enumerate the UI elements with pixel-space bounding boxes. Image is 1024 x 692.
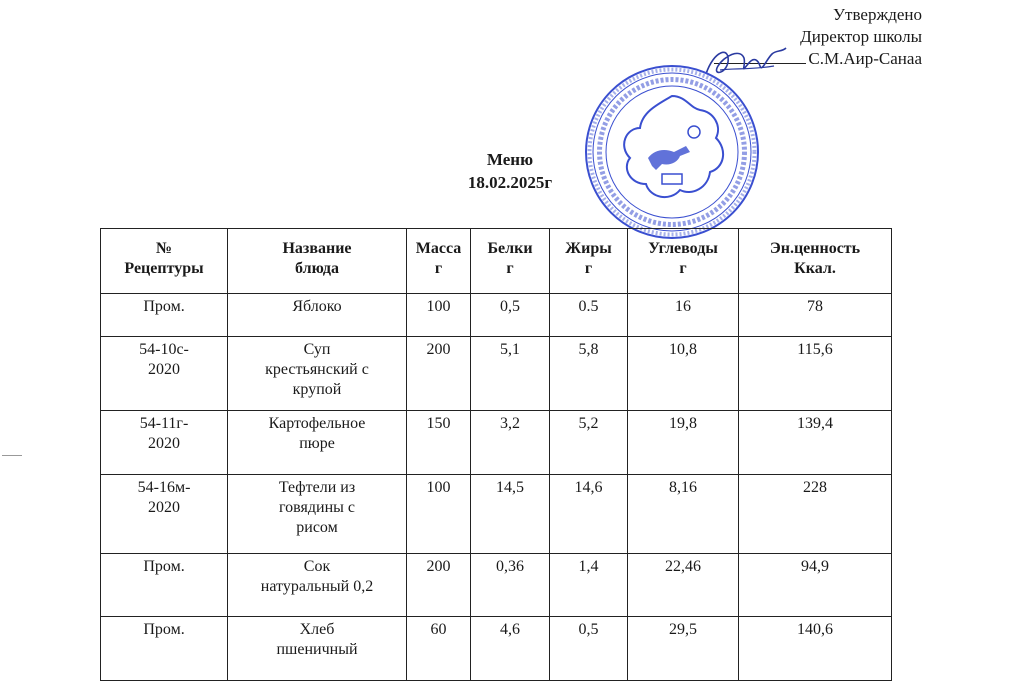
menu-date: 18.02.2025г [467, 173, 553, 192]
cell-fat: 0.5 [550, 294, 628, 337]
cell-protein: 0,36 [471, 554, 550, 617]
cell-recipe: 54-11г- 2020 [101, 411, 228, 475]
cell-dish-name: Сок натуральный 0,2 [228, 554, 407, 617]
table-row [101, 294, 892, 337]
cell-fat: 1,4 [550, 554, 628, 617]
approval-label: Утверждено [833, 5, 922, 24]
table-row [101, 337, 892, 411]
table-row [101, 411, 892, 475]
cell-protein: 14,5 [471, 475, 550, 554]
cell-energy: 139,4 [739, 411, 892, 475]
cell-energy: 228 [739, 475, 892, 554]
cell-mass: 100 [407, 294, 471, 337]
cell-dish-name: Хлеб пшеничный [228, 617, 407, 681]
cell-carbs: 10,8 [628, 337, 739, 411]
cell-recipe: 54-16м- 2020 [101, 475, 228, 554]
column-header-mass: Масса г [407, 229, 471, 294]
scan-artifact [2, 455, 22, 456]
cell-protein: 3,2 [471, 411, 550, 475]
cell-recipe: Пром. [101, 554, 228, 617]
cell-carbs: 22,46 [628, 554, 739, 617]
cell-energy: 94,9 [739, 554, 892, 617]
cell-mass: 150 [407, 411, 471, 475]
cell-energy: 140,6 [739, 617, 892, 681]
table-row [101, 554, 892, 617]
cell-carbs: 16 [628, 294, 739, 337]
table-header-row [101, 229, 892, 294]
director-position: Директор школы [800, 27, 922, 46]
column-header-dish-name: Название блюда [228, 229, 407, 294]
cell-energy: 78 [739, 294, 892, 337]
menu-title-block [410, 148, 610, 194]
column-header-energy: Эн.ценность Ккал. [739, 229, 892, 294]
cell-carbs: 29,5 [628, 617, 739, 681]
cell-dish-name: Картофельное пюре [228, 411, 407, 475]
menu-table [100, 228, 892, 681]
director-name: С.М.Аир-Санаа [808, 49, 922, 68]
table-row [101, 617, 892, 681]
cell-mass: 60 [407, 617, 471, 681]
table-row [101, 475, 892, 554]
cell-dish-name: Суп крестьянский с крупой [228, 337, 407, 411]
column-header-recipe: № Рецептуры [101, 229, 228, 294]
cell-fat: 5,8 [550, 337, 628, 411]
cell-mass: 200 [407, 337, 471, 411]
cell-recipe: 54-10с- 2020 [101, 337, 228, 411]
menu-heading: Меню [486, 150, 534, 169]
cell-fat: 14,6 [550, 475, 628, 554]
cell-mass: 200 [407, 554, 471, 617]
cell-fat: 0,5 [550, 617, 628, 681]
cell-dish-name: Тефтели из говядины с рисом [228, 475, 407, 554]
column-header-protein: Белки г [471, 229, 550, 294]
cell-carbs: 8,16 [628, 475, 739, 554]
column-header-fat: Жиры г [550, 229, 628, 294]
cell-protein: 5,1 [471, 337, 550, 411]
cell-protein: 0,5 [471, 294, 550, 337]
cell-recipe: Пром. [101, 617, 228, 681]
cell-fat: 5,2 [550, 411, 628, 475]
cell-dish-name: Яблоко [228, 294, 407, 337]
cell-energy: 115,6 [739, 337, 892, 411]
cell-mass: 100 [407, 475, 471, 554]
cell-protein: 4,6 [471, 617, 550, 681]
cell-carbs: 19,8 [628, 411, 739, 475]
cell-recipe: Пром. [101, 294, 228, 337]
column-header-carbs: Углеводы г [628, 229, 739, 294]
